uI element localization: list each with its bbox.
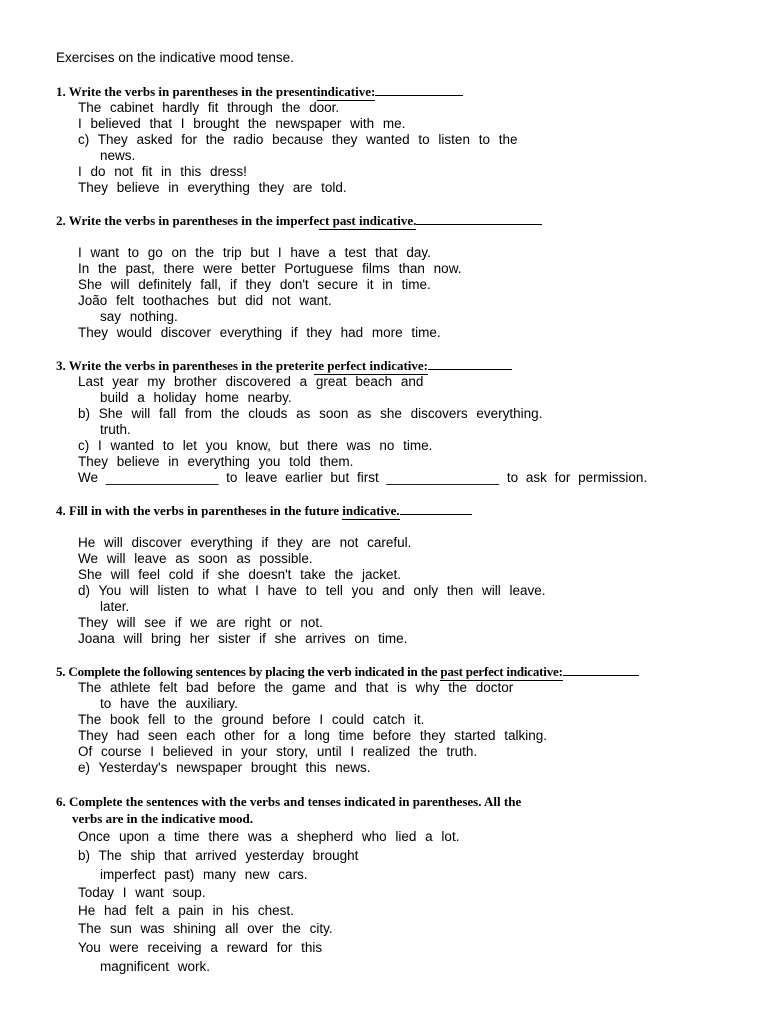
s1-line-4: news.	[100, 148, 136, 163]
s5-line-4: They had seen each other for a long time before they started talking.	[78, 728, 547, 743]
s6-line-7: You were receiving a reward for this	[78, 940, 323, 955]
s4-line-3: She will feel cold if she doesn't take the jacket.	[78, 567, 401, 582]
section-1-heading	[56, 84, 463, 101]
section-4-heading-underlined: indicative.	[342, 503, 400, 518]
s6-line-2: b) The ship that arrived yesterday brought	[78, 848, 359, 863]
section-1-heading-underlined: indicative:	[316, 84, 376, 99]
s2-line-1: I want to go on the trip but I have a test that day.	[78, 245, 431, 260]
s5-line-1: The athlete felt bad before the game and that is why the doctor	[78, 680, 514, 695]
section-3-heading	[56, 358, 512, 375]
page-intro: Exercises on the indicative mood tense.	[56, 50, 294, 65]
section-1-heading-text: 1. Write the verbs in parentheses in the present	[56, 84, 317, 99]
section-4-heading	[56, 503, 472, 520]
section-5-heading-text: 5. Complete the following sentences by placing the verb indicated in the	[56, 664, 441, 679]
s3-line-2: build a holiday home nearby.	[100, 390, 292, 405]
s3-line-4: truth.	[100, 422, 131, 437]
s2-line-6: They would discover everything if they had more time.	[78, 325, 441, 340]
s1-line-5: I do not fit in this dress!	[78, 164, 247, 179]
section-5-answer-blank	[563, 664, 639, 676]
section-6-heading: 6. Complete the sentences with the verbs and tenses indicated in parentheses. All the	[56, 794, 522, 809]
section-2-heading	[56, 213, 542, 230]
s4-line-5: later.	[100, 599, 130, 614]
s3-line-1: Last year my brother discovered a great beach and	[78, 374, 424, 389]
s3-line-7: We _______________ to leave earlier but first _______________ to ask for permission.	[78, 470, 648, 485]
section-6-heading-line2: verbs are in the indicative mood.	[72, 811, 254, 826]
s2-line-3: She will definitely fall, if they don't secure it in time.	[78, 277, 431, 292]
section-4-heading-text: 4. Fill in with the verbs in parentheses in the future	[56, 503, 343, 518]
s4-line-7: Joana will bring her sister if she arrives on time.	[78, 631, 408, 646]
s4-line-6: They will see if we are right or not.	[78, 615, 323, 630]
section-2-heading-underlined: ct past indicative.	[319, 213, 417, 228]
section-5-heading-underlined: past perfect indicative:	[440, 664, 563, 679]
s3-line-3: b) She will fall from the clouds as soon as she discovers everything.	[78, 406, 543, 421]
s2-line-2: In the past, there were better Portuguese films than now.	[78, 261, 462, 276]
section-1-answer-blank	[375, 84, 463, 96]
s2-line-5: say nothing.	[100, 309, 178, 324]
s5-line-5: Of course I believed in your story, until I realized the truth.	[78, 744, 478, 759]
section-2-heading-text: 2. Write the verbs in parentheses in the imperfe	[56, 213, 320, 228]
s1-line-2: I believed that I brought the newspaper with me.	[78, 116, 406, 131]
section-3-heading-text: 3. Write the verbs in parentheses in the preteri	[56, 358, 314, 373]
section-5-heading	[56, 664, 639, 681]
s1-line-3: c) They asked for the radio because they wanted to listen to the	[78, 132, 518, 147]
s6-line-3: imperfect past) many new cars.	[100, 867, 308, 882]
s3-line-6: They believe in everything you told them.	[78, 454, 354, 469]
s1-line-1: The cabinet hardly fit through the door.	[78, 100, 340, 115]
section-4-answer-blank	[400, 503, 472, 515]
s6-line-6: The sun was shining all over the city.	[78, 921, 333, 936]
s6-line-4: Today I want soup.	[78, 885, 206, 900]
s6-line-5: He had felt a pain in his chest.	[78, 903, 294, 918]
section-3-answer-blank	[428, 358, 512, 370]
s5-line-3: The book fell to the ground before I could catch it.	[78, 712, 425, 727]
s5-line-6: e) Yesterday's newspaper brought this news.	[78, 760, 371, 775]
s3-line-5: c) I wanted to let you know, but there was no time.	[78, 438, 433, 453]
s5-line-2: to have the auxiliary.	[100, 696, 238, 711]
section-2-answer-blank	[416, 213, 542, 225]
s4-line-2: We will leave as soon as possible.	[78, 551, 313, 566]
s4-line-4: d) You will listen to what I have to tell you and only then will leave.	[78, 583, 546, 598]
section-3-heading-underlined: te perfect indicative:	[313, 358, 428, 373]
s2-line-4: João felt toothaches but did not want.	[78, 293, 332, 308]
s4-line-1: He will discover everything if they are not careful.	[78, 535, 412, 550]
s6-line-8: magnificent work.	[100, 959, 211, 974]
s6-line-1: Once upon a time there was a shepherd who lied a lot.	[78, 829, 460, 844]
s1-line-6: They believe in everything they are told.	[78, 180, 347, 195]
